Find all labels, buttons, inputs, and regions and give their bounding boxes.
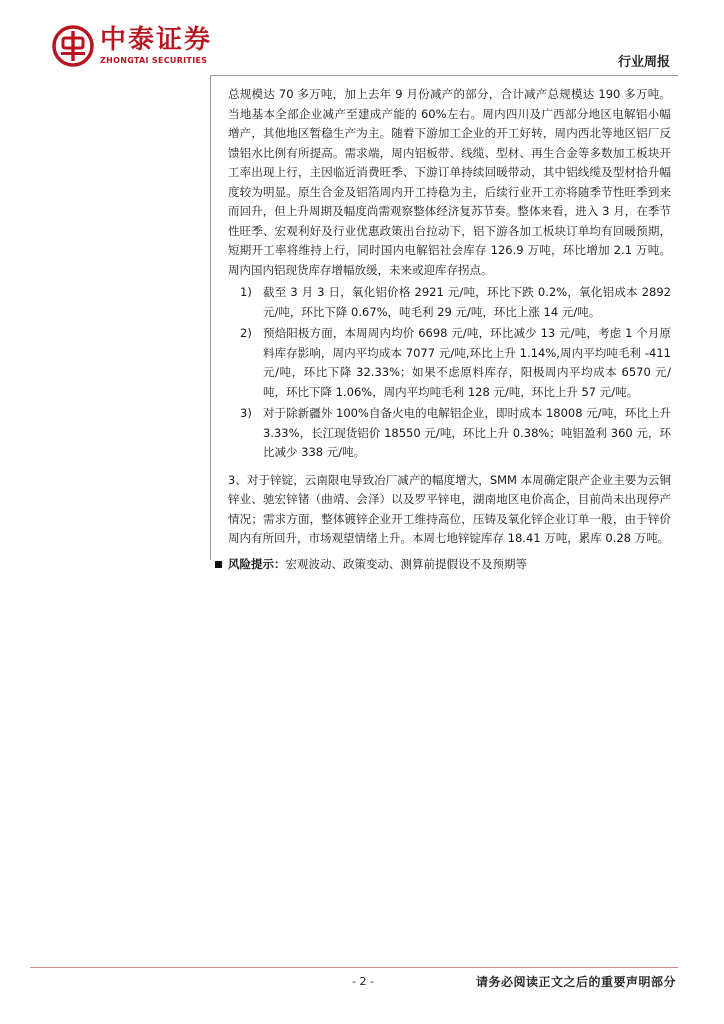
list-item	[228, 404, 671, 463]
left-margin-divider	[210, 76, 211, 560]
brand-name-cn: 中泰证券	[100, 25, 213, 55]
list-item	[228, 283, 671, 322]
list-item-number: 1)	[240, 285, 252, 299]
zhongtai-logo-icon	[52, 25, 94, 67]
risk-warning-label: 风险提示：	[228, 556, 286, 571]
cost-profit-list	[228, 283, 671, 463]
square-bullet-icon	[215, 561, 222, 568]
list-item-text: 预焙阳极方面，本周周内均价 6698 元/吨，环比减少 13 元/吨，考虑 1 个月原料库存影响，周内平均成本 7077 元/吨,环比上升 1.14%,周内平均吨毛利 -411 元/吨，环比下降 32.33%；如果不虑原料库存，阳极周内平均成本 6570 元/吨，环比下降 1.06%，周内平均吨毛利 128 元/吨，环比上升 57 元/吨。	[263, 326, 671, 399]
risk-warning-text: 宏观波动、政策变动、测算前提假设不及预期等	[285, 556, 527, 571]
page-number: - 2 -	[352, 975, 374, 988]
aluminum-supply-demand-paragraph: 总规模达 70 多万吨，加上去年 9 月份减产的部分，合计减产总规模达 190 多万吨。当地基本全部企业减产至建成产能的 60%左右。周内四川及广西部分地区电解铝小幅增产，其他地区暂稳生产为主。随着下游加工企业的开工好转，周内西北等地区铝厂反馈铝水比例有所提高。需求端，周内铝板带、线缆、型材、再生合金等多数加工板块开工率出现上行，主因临近消费旺季、下游订单持续回暖带动，其中铝线缆及型材拾升幅度较为明显。原生合金及铝箔周内开工持稳为主，后续行业开工亦将随季节性旺季到来而回升，但上升周期及幅度尚需观察整体经济复苏节奏。整体来看，进入 3 月，在季节性旺季、宏观利好及行业优惠政策出台拉动下，铝下游各加工板块订单均有回暖预期，短期开工率将维持上行，同时国内电解铝社会库存 126.9 万吨，环比增加 2.1 万吨。周内国内铝现货库存增幅放缓，未来或迎库存拐点。	[228, 87, 671, 277]
list-item	[228, 324, 671, 402]
footer-divider	[30, 967, 678, 968]
report-type-label: 行业周报	[617, 55, 670, 70]
brand-name-en: ZHONGTAI SECURITIES	[100, 56, 208, 65]
list-item-text: 截至 3 月 3 日，氧化铝价格 2921 元/吨，环比下跌 0.2%，氧化铝成本 2892 元/吨，环比下降 0.67%，吨毛利 29 元/吨，环比上涨 14 元/吨。	[263, 285, 671, 319]
footer-disclaimer: 请务必阅读正文之后的重要声明部分	[475, 975, 676, 989]
report-body	[228, 85, 671, 574]
company-logo	[52, 25, 212, 67]
header-divider	[210, 75, 678, 76]
risk-warning	[228, 555, 671, 575]
list-item-text: 对于除新疆外 100%自备火电的电解铝企业，即时成本 18008 元/吨，环比上升 3.33%，长江现货铝价 18550 元/吨，环比上升 0.38%；吨铝盈利 360 元，环比减少 338 元/吨。	[263, 406, 671, 459]
list-item-number: 2)	[240, 326, 252, 340]
zinc-paragraph: 3、对于锌锭，云南限电导致冶厂减产的幅度增大，SMM 本周确定限产企业主要为云铜锌业、驰宏锌锗（曲靖、会泽）以及罗平锌电，湖南地区电价高企，目前尚未出现停产情况；需求方面，整体镀锌企业开工维持高位，压铸及氧化锌企业订单一般，由于锌价周内有所回升，市场观望情绪上升。本周七地锌锭库存 18.41 万吨，累库 0.28 万吨。	[228, 472, 671, 545]
list-item-number: 3)	[240, 406, 252, 420]
